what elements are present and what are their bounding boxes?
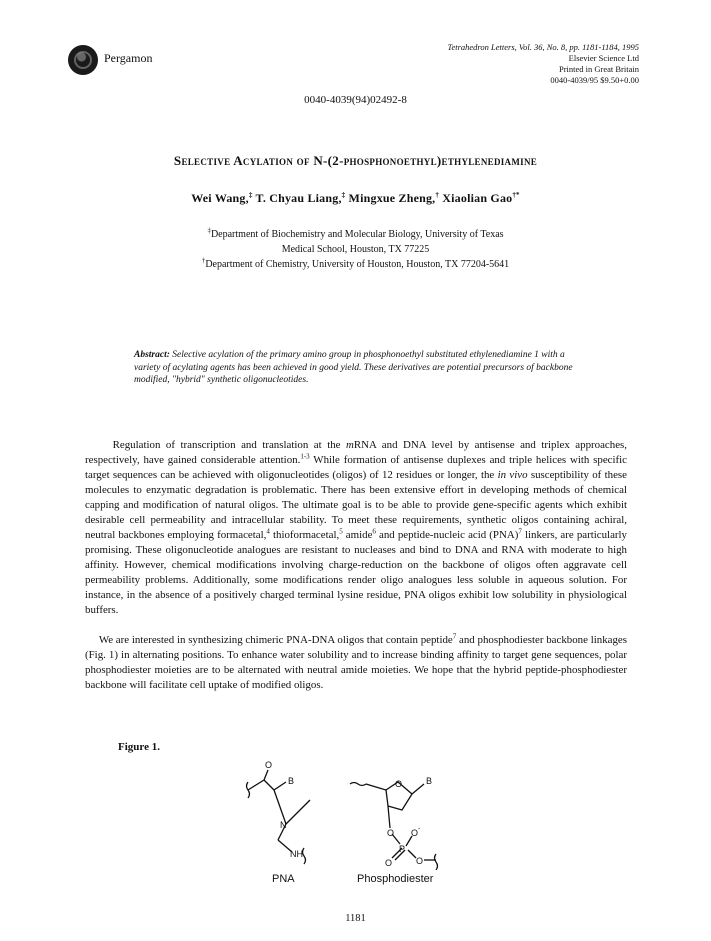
body-paragraph-2: [85, 633, 627, 693]
p2-text-b: and phosphodiester backbone linkages (Fig. 1) in alternating positions. To enhance water solubility and to increase binding affinity to target gene sequences, polar phosphodiester moieties are to be alternated with neutral amide moieties. We hope that the hybrid peptide-phosphodiester backbone will facilitate cell uptake of modified oligos.: [85, 634, 627, 691]
document-code: 0040-4039(94)02492-8: [304, 94, 407, 106]
affil-mark-2: †: [201, 256, 206, 265]
pna-carbonyl: [264, 770, 268, 780]
p1-mrna-italic: m: [346, 439, 354, 451]
body-paragraph-1: [85, 438, 627, 618]
author-list: [0, 191, 711, 206]
phos-c5-bond: [366, 784, 386, 790]
abstract: [134, 349, 576, 387]
pna-bond-4: [274, 790, 286, 824]
p1-text-e: thioformacetal,: [269, 529, 340, 541]
p1-text-g: and peptide-nucleic acid (PNA): [375, 529, 519, 541]
author-1-mark: ‡: [248, 191, 253, 199]
author-1: Wei Wang,: [191, 191, 249, 205]
page-number: 1181: [345, 913, 366, 924]
p1-text-f: amide: [342, 529, 373, 541]
pna-o-label: O: [265, 760, 273, 770]
affil-line-3: Department of Chemistry, University of Houston, Houston, TX 77204-5641: [205, 259, 510, 270]
pna-nh-label: NH: [290, 849, 303, 859]
pna-bond-5: [286, 810, 300, 824]
p2-text-a: We are interested in synthesizing chimeric PNA-DNA oligos that contain peptide: [98, 634, 453, 646]
phos-base-bond: [412, 784, 424, 794]
phos-o-right-label: O: [416, 856, 424, 866]
author-4: Xiaolian Gao: [439, 191, 513, 205]
p2-ref-7: 7: [452, 632, 457, 641]
figure-label: Figure 1.: [118, 741, 160, 753]
pna-bond-3: [274, 782, 286, 790]
author-3-mark: †: [435, 191, 440, 199]
phos-b-label: B: [426, 776, 433, 786]
publisher-name: Pergamon: [104, 51, 153, 65]
pna-bond-1: [248, 780, 264, 790]
abstract-label: Abstract:: [134, 350, 170, 360]
pna-b-label: B: [288, 776, 295, 786]
pna-n-label: N: [280, 820, 287, 830]
pna-caption: PNA: [272, 873, 295, 885]
pna-atom-labels: [265, 760, 303, 859]
phos-o-double-label: O: [385, 858, 393, 868]
pna-bond-6: [300, 800, 310, 810]
p1-text-h: linkers, are particularly promising. These oligonucleotide analogues are resistant to nucleases and bind to DNA and RNA with moderate to high affinity. However, chemical modifications involving charge-reduction on the backbone of oligos often aggravate cell permeability problems. Additionally, some modifications render oligo analogues less soluble in aqueous solution. For instance, in the absence of a positively charged terminal lysine residue, PNA oligos exhibit low solubility in physiological buffers.: [85, 529, 628, 616]
affil-line-2: Medical School, Houston, TX 77225: [281, 244, 430, 255]
abstract-text: Selective acylation of the primary amino group in phosphonoethyl substituted ethylenediamine 1 with a variety of acylating agents has been achieved in good yield. These derivatives are potential precursors of backbone modified, "hybrid" synthetic oligonucleotides.: [134, 350, 573, 385]
p1-text-d: susceptibility of these molecules to enzymatic degradation is problematic. There has been extensive effort in developing methods of chemical capping and modification of natural oligos. The ultimate goal is to be able to provide gene-specific agents which exhibit desirable cell permeability and intracellular stability. To meet these requirements, synthetic oligos containing achiral, neutral backbones employing formacetal,: [85, 469, 628, 541]
printed-line: Printed in Great Britain: [558, 64, 639, 74]
phosphodiester-structure: [350, 782, 438, 870]
phosphodiester-caption: Phosphodiester: [357, 873, 434, 885]
ref-6: 6: [372, 527, 376, 536]
phos-p-label: P: [399, 844, 406, 854]
paper-title: Selective Acylation of N-(2-phosphonoethyl)ethylenediamine: [173, 153, 538, 168]
phos-minus-sign: -: [418, 826, 421, 833]
p1-text-c: While formation of antisense duplexes and triple helices with specific target sequences can be achieved with oligonucleotides (oligos) of 12 residues or longer, the: [85, 454, 628, 481]
author-2: T. Chyau Liang,: [252, 191, 342, 205]
journal-line: Tetrahedron Letters, Vol. 36, No. 8, pp. 1181-1184, 1995: [447, 42, 639, 52]
p1-in-vivo: in vivo: [497, 469, 528, 481]
copyright-line: Elsevier Science Ltd: [568, 53, 639, 63]
phos-o-minus-label: O: [411, 828, 419, 838]
citation-block: [448, 42, 640, 86]
phos-o-link-label: O: [387, 828, 395, 838]
phos-c3-bond: [388, 806, 390, 828]
figure-1-structures: [230, 760, 470, 870]
author-4-mark: †*: [512, 191, 520, 199]
author-3: Mingxue Zheng,: [345, 191, 436, 205]
phos-p-o-right-bond: [408, 850, 416, 858]
pergamon-logo: [68, 45, 98, 75]
ref-4: 4: [266, 527, 270, 536]
author-2-mark: ‡: [341, 191, 346, 199]
phos-wavy-bond-bottom: [435, 854, 438, 870]
p1-text-b: RNA and DNA level by antisense and triplex approaches, respectively, have gained considerable attention.: [85, 439, 627, 466]
phos-ring-o-label: O: [395, 779, 403, 789]
ref-7: 7: [518, 527, 522, 536]
issn-price: 0040-4039/95 $9.50+0.00: [550, 75, 639, 85]
pna-bond-2: [264, 780, 274, 790]
affil-line-1: Department of Biochemistry and Molecular Biology, University of Texas: [210, 229, 504, 240]
ref-5: 5: [339, 527, 343, 536]
affil-mark-1: ‡: [207, 226, 211, 235]
phos-atom-labels: [385, 776, 432, 868]
phos-wavy-bond-top: [350, 783, 366, 786]
affiliations: [0, 227, 711, 272]
ref-1-3: 1-3: [300, 452, 310, 461]
p1-text-a: Regulation of transcription and translation at the: [112, 439, 347, 451]
